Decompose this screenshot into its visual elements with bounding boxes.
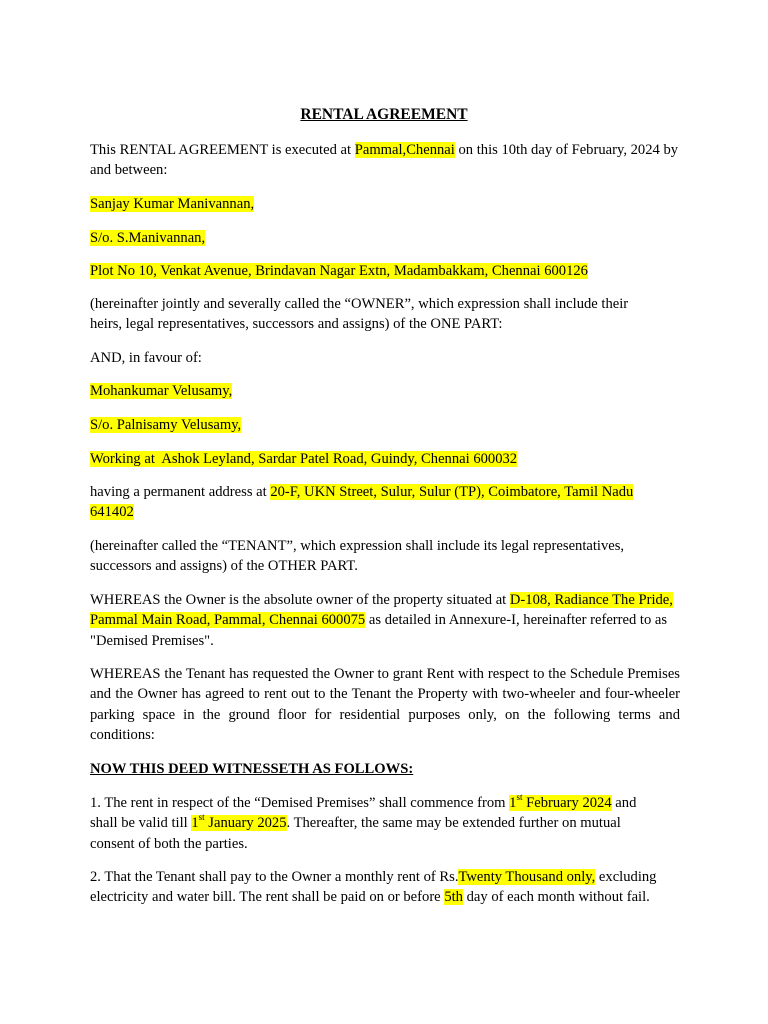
tenant-name: Mohankumar Velusamy, bbox=[90, 383, 233, 399]
tenant-relation: S/o. Palnisamy Velusamy, bbox=[90, 417, 242, 433]
whereas1-pre: WHEREAS the Owner is the absolute owner of the property situated at bbox=[90, 592, 510, 608]
owner-address: Plot No 10, Venkat Avenue, Brindavan Nagar Extn, Madambakkam, Chennai 600126 bbox=[90, 263, 588, 279]
permanent-address-pre: having a permanent address at bbox=[90, 484, 271, 500]
clause1-post: . Thereafter, the same may be extended further on mutual consent of both the parties. bbox=[90, 815, 621, 852]
owner-relation-line bbox=[90, 228, 680, 248]
tenant-work: Working at Ashok Leyland, Sardar Patel Road, Guindy, Chennai 600032 bbox=[90, 451, 518, 467]
tenant-work-line bbox=[90, 449, 680, 469]
rent-end-date: 1st January 2025 bbox=[191, 812, 287, 832]
whereas1-post: as detailed in Annexure-I, hereinafter referred to as "Demised Premises". bbox=[90, 612, 668, 649]
rent-start-date: 1st February 2024 bbox=[509, 792, 612, 811]
owner-name-line bbox=[90, 194, 680, 214]
tenant-clause: (hereinafter called the “TENANT”, which expression shall include its legal representatives, successors and assigns) of the OTHER PART. bbox=[90, 538, 625, 575]
clause1-mid: and shall be valid till bbox=[90, 795, 637, 832]
intro-paragraph bbox=[90, 140, 680, 181]
whereas-tenant-paragraph: WHEREAS the Tenant has requested the Owner to grant Rent with respect to the Schedule Premises and the Owner has agreed to rent out to the Tenant the Property with two-wheeler and four-wheeler parking space in the ground floor for residential purposes only, on the following terms and conditions: bbox=[90, 666, 680, 743]
tenant-relation-line bbox=[90, 415, 680, 435]
whereas-owner-paragraph bbox=[90, 590, 675, 651]
owner-address-line bbox=[90, 261, 680, 281]
document-title: RENTAL AGREEMENT bbox=[300, 106, 468, 123]
owner-relation: S/o. S.Manivannan, bbox=[90, 230, 206, 246]
owner-clause: (hereinafter jointly and severally called the “OWNER”, which expression shall include their heirs, legal representatives, successors and assigns) of the ONE PART: bbox=[90, 296, 629, 333]
permanent-address-value: 20-F, UKN Street, Sulur, Sulur (TP), Coimbatore, Tamil Nadu 641402 bbox=[90, 484, 634, 521]
tenant-permanent-address bbox=[90, 482, 670, 523]
rent-due-day: 5th bbox=[444, 889, 463, 906]
clause-1 bbox=[90, 793, 660, 854]
property-address: D-108, Radiance The Pride, Pammal Main Road, Pammal, Chennai 600075 bbox=[90, 592, 673, 629]
intro-post: on this 10th day of February, 2024 by and between: bbox=[90, 142, 679, 179]
and-in-favour-line: AND, in favour of: bbox=[90, 350, 202, 366]
intro-pre: This RENTAL AGREEMENT is executed at bbox=[90, 142, 355, 158]
clause-2 bbox=[90, 867, 665, 908]
clause2-mid: excluding electricity and water bill. The rent shall be paid on or before bbox=[90, 869, 657, 906]
clause2-pre: 2. That the Tenant shall pay to the Owner a monthly rent of Rs. bbox=[90, 869, 459, 885]
rent-amount: Twenty Thousand only, bbox=[458, 869, 596, 885]
deed-heading: NOW THIS DEED WITNESSETH AS FOLLOWS: bbox=[90, 761, 414, 777]
owner-name: Sanjay Kumar Manivannan, bbox=[90, 196, 255, 212]
tenant-name-line bbox=[90, 381, 680, 401]
clause1-pre: 1. The rent in respect of the “Demised Premises” shall commence from bbox=[90, 795, 510, 811]
execution-place: Pammal,Chennai bbox=[354, 142, 455, 158]
clause2-post: day of each month without fail. bbox=[462, 889, 650, 906]
